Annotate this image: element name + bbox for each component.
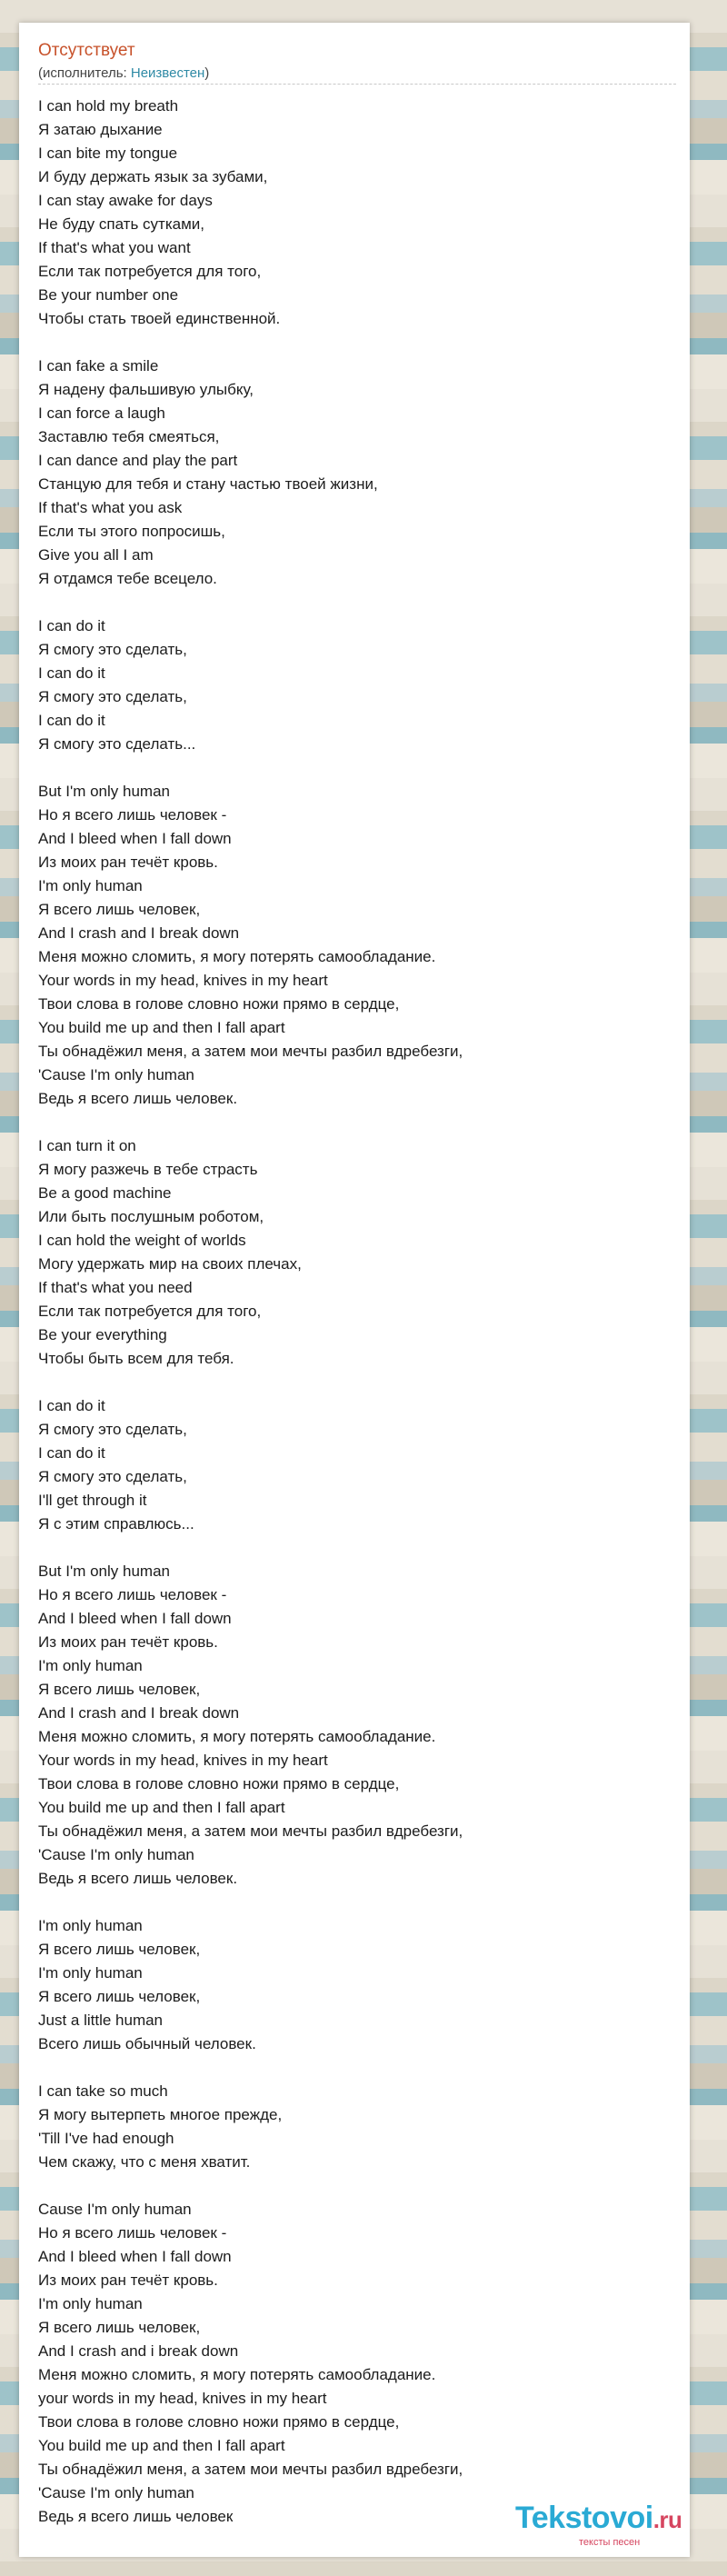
lyric-line: Я с этим справлюсь... — [38, 1515, 194, 1533]
stanza-break — [38, 2056, 674, 2080]
lyric-line: And I crash and I break down — [38, 924, 240, 942]
lyrics-text — [38, 95, 674, 2529]
lyric-line: I can force a laugh — [38, 404, 165, 422]
lyric-line: I can stay awake for days — [38, 192, 213, 209]
lyric-line: You build me up and then I fall apart — [38, 1019, 285, 1036]
lyric-line: Я затаю дыхание — [38, 121, 163, 138]
lyric-line: Я смогу это сделать, — [38, 688, 187, 705]
lyric-line: Я смогу это сделать, — [38, 641, 187, 658]
stanza-break — [38, 1371, 674, 1394]
lyric-line: Из моих ран течёт кровь. — [38, 2271, 218, 2289]
lyric-line: If that's what you ask — [38, 499, 183, 516]
lyric-line: I can dance and play the part — [38, 452, 238, 469]
lyric-line: I'm only human — [38, 2295, 143, 2312]
lyric-line: Я могу вытерпеть многое прежде, — [38, 2106, 283, 2123]
lyric-line: I can do it — [38, 712, 105, 729]
lyric-line: I can hold my breath — [38, 97, 179, 115]
lyric-line: I can hold the weight of worlds — [38, 1232, 246, 1249]
performer-prefix: (исполнитель: — [38, 65, 131, 81]
lyric-line: Чем скажу, что с меня хватит. — [38, 2153, 251, 2171]
lyric-line: Your words in my head, knives in my heart — [38, 1752, 328, 1769]
lyric-line: Чтобы быть всем для тебя. — [38, 1350, 234, 1367]
lyric-line: 'Cause I'm only human — [38, 1846, 194, 1863]
lyric-line: Если ты этого попросишь, — [38, 523, 225, 540]
lyric-line: If that's what you need — [38, 1279, 193, 1296]
header-divider — [38, 84, 676, 85]
lyric-line: Я всего лишь человек, — [38, 1988, 201, 2005]
lyric-line: Из моих ран течёт кровь. — [38, 854, 218, 871]
stanza-break — [38, 1111, 674, 1134]
lyric-line: И буду держать язык за зубами, — [38, 168, 268, 185]
lyric-line: Если так потребуется для того, — [38, 1303, 262, 1320]
lyric-line: 'Cause I'm only human — [38, 1066, 194, 1083]
logo-wordmark — [515, 2501, 682, 2536]
lyric-line: Из моих ран течёт кровь. — [38, 1633, 218, 1651]
lyric-line: Я смогу это сделать, — [38, 1421, 187, 1438]
lyric-line: Я отдамся тебе всецело. — [38, 570, 217, 587]
song-title: Отсутствует — [38, 41, 135, 60]
lyric-line: But I'm only human — [38, 783, 170, 800]
lyric-line: Be your everything — [38, 1326, 167, 1343]
lyric-line: Ведь я всего лишь человек — [38, 2508, 234, 2525]
lyric-line: Меня можно сломить, я могу потерять самообладание. — [38, 948, 436, 965]
performer-line — [38, 65, 209, 81]
lyric-line: Я всего лишь человек, — [38, 2319, 201, 2336]
lyric-line: I can bite my tongue — [38, 145, 178, 162]
lyric-line: Но я всего лишь человек - — [38, 1586, 227, 1603]
lyric-line: Но я всего лишь человек - — [38, 2224, 227, 2242]
lyric-line: And I crash and i break down — [38, 2342, 239, 2360]
lyric-line: Станцую для тебя и стану частью твоей жизни, — [38, 475, 378, 493]
lyric-line: I'm only human — [38, 1964, 143, 1982]
stanza-break — [38, 591, 674, 614]
lyric-line: You build me up and then I fall apart — [38, 1799, 285, 1816]
lyric-line: 'Cause I'm only human — [38, 2484, 194, 2501]
lyric-line: Я всего лишь человек, — [38, 901, 201, 918]
logo-tagline: тексты песен — [579, 2537, 641, 2548]
lyric-line: I can fake a smile — [38, 357, 159, 374]
lyric-line: Give you all I am — [38, 546, 154, 564]
lyric-line: Но я всего лишь человек - — [38, 806, 227, 824]
logo-name: Tekstovoi — [515, 2501, 653, 2535]
lyric-line: Не буду спать сутками, — [38, 215, 205, 233]
lyric-line: Я смогу это сделать, — [38, 1468, 187, 1485]
lyric-line: I'm only human — [38, 1657, 143, 1674]
lyric-line: Я могу разжечь в тебе страсть — [38, 1161, 258, 1178]
stanza-break — [38, 1891, 674, 1914]
lyric-line: Я смогу это сделать... — [38, 735, 196, 753]
lyric-line: I'll get through it — [38, 1492, 147, 1509]
lyric-line: And I bleed when I fall down — [38, 830, 232, 847]
lyric-line: I can do it — [38, 1444, 105, 1462]
lyric-line: Твои слова в голове словно ножи прямо в сердце, — [38, 2413, 400, 2431]
site-logo[interactable] — [515, 2501, 697, 2551]
lyric-line: And I bleed when I fall down — [38, 1610, 232, 1627]
lyric-line: Ты обнадёжил меня, а затем мои мечты разбил вдребезги, — [38, 1822, 463, 1840]
lyric-line: I'm only human — [38, 877, 143, 894]
lyric-line: Your words in my head, knives in my heart — [38, 972, 328, 989]
lyric-line: Ведь я всего лишь человек. — [38, 1870, 238, 1887]
stanza-break — [38, 331, 674, 354]
lyric-line: I can take so much — [38, 2082, 168, 2100]
lyric-line: Be your number one — [38, 286, 179, 304]
lyric-line: If that's what you want — [38, 239, 191, 256]
lyric-line: And I bleed when I fall down — [38, 2248, 232, 2265]
performer-link[interactable]: Неизвестен — [130, 65, 205, 81]
logo-tld: .ru — [652, 2506, 682, 2533]
lyric-line: Твои слова в голове словно ножи прямо в сердце, — [38, 995, 400, 1013]
lyric-line: Ведь я всего лишь человек. — [38, 1090, 238, 1107]
lyric-line: Меня можно сломить, я могу потерять самообладание. — [38, 1728, 436, 1745]
lyric-line: I can turn it on — [38, 1137, 136, 1154]
lyric-line: Я всего лишь человек, — [38, 1681, 201, 1698]
lyric-line: Cause I'm only human — [38, 2201, 192, 2218]
lyric-line: Just a little human — [38, 2012, 164, 2029]
lyric-line: your words in my head, knives in my heart — [38, 2390, 327, 2407]
lyric-line: I can do it — [38, 664, 105, 682]
stanza-break — [38, 1536, 674, 1560]
lyric-line: Be a good machine — [38, 1184, 172, 1202]
lyric-line: You build me up and then I fall apart — [38, 2437, 285, 2454]
lyric-line: 'Till I've had enough — [38, 2130, 174, 2147]
lyric-line: Чтобы стать твоей единственной. — [38, 310, 281, 327]
performer-suffix: ) — [204, 65, 210, 81]
lyric-line: I can do it — [38, 1397, 105, 1414]
lyric-line: Твои слова в голове словно ножи прямо в сердце, — [38, 1775, 400, 1792]
lyric-line: I can do it — [38, 617, 105, 634]
lyric-line: Могу удержать мир на своих плечах, — [38, 1255, 302, 1273]
stanza-break — [38, 756, 674, 780]
lyric-line: But I'm only human — [38, 1563, 170, 1580]
lyrics-card — [19, 23, 690, 2557]
lyric-line: I'm only human — [38, 1917, 143, 1934]
lyric-line: Или быть послушным роботом, — [38, 1208, 264, 1225]
stanza-break — [38, 2174, 674, 2198]
lyric-line: Заставлю тебя смеяться, — [38, 428, 220, 445]
lyric-line: Всего лишь обычный человек. — [38, 2035, 256, 2052]
lyric-line: Если так потребуется для того, — [38, 263, 262, 280]
lyric-line: Ты обнадёжил меня, а затем мои мечты разбил вдребезги, — [38, 1043, 463, 1060]
lyric-line: Я надену фальшивую улыбку, — [38, 381, 254, 398]
lyric-line: Ты обнадёжил меня, а затем мои мечты разбил вдребезги, — [38, 2461, 463, 2478]
lyric-line: And I crash and I break down — [38, 1704, 240, 1722]
lyric-line: Я всего лишь человек, — [38, 1941, 201, 1958]
lyric-line: Меня можно сломить, я могу потерять самообладание. — [38, 2366, 436, 2383]
